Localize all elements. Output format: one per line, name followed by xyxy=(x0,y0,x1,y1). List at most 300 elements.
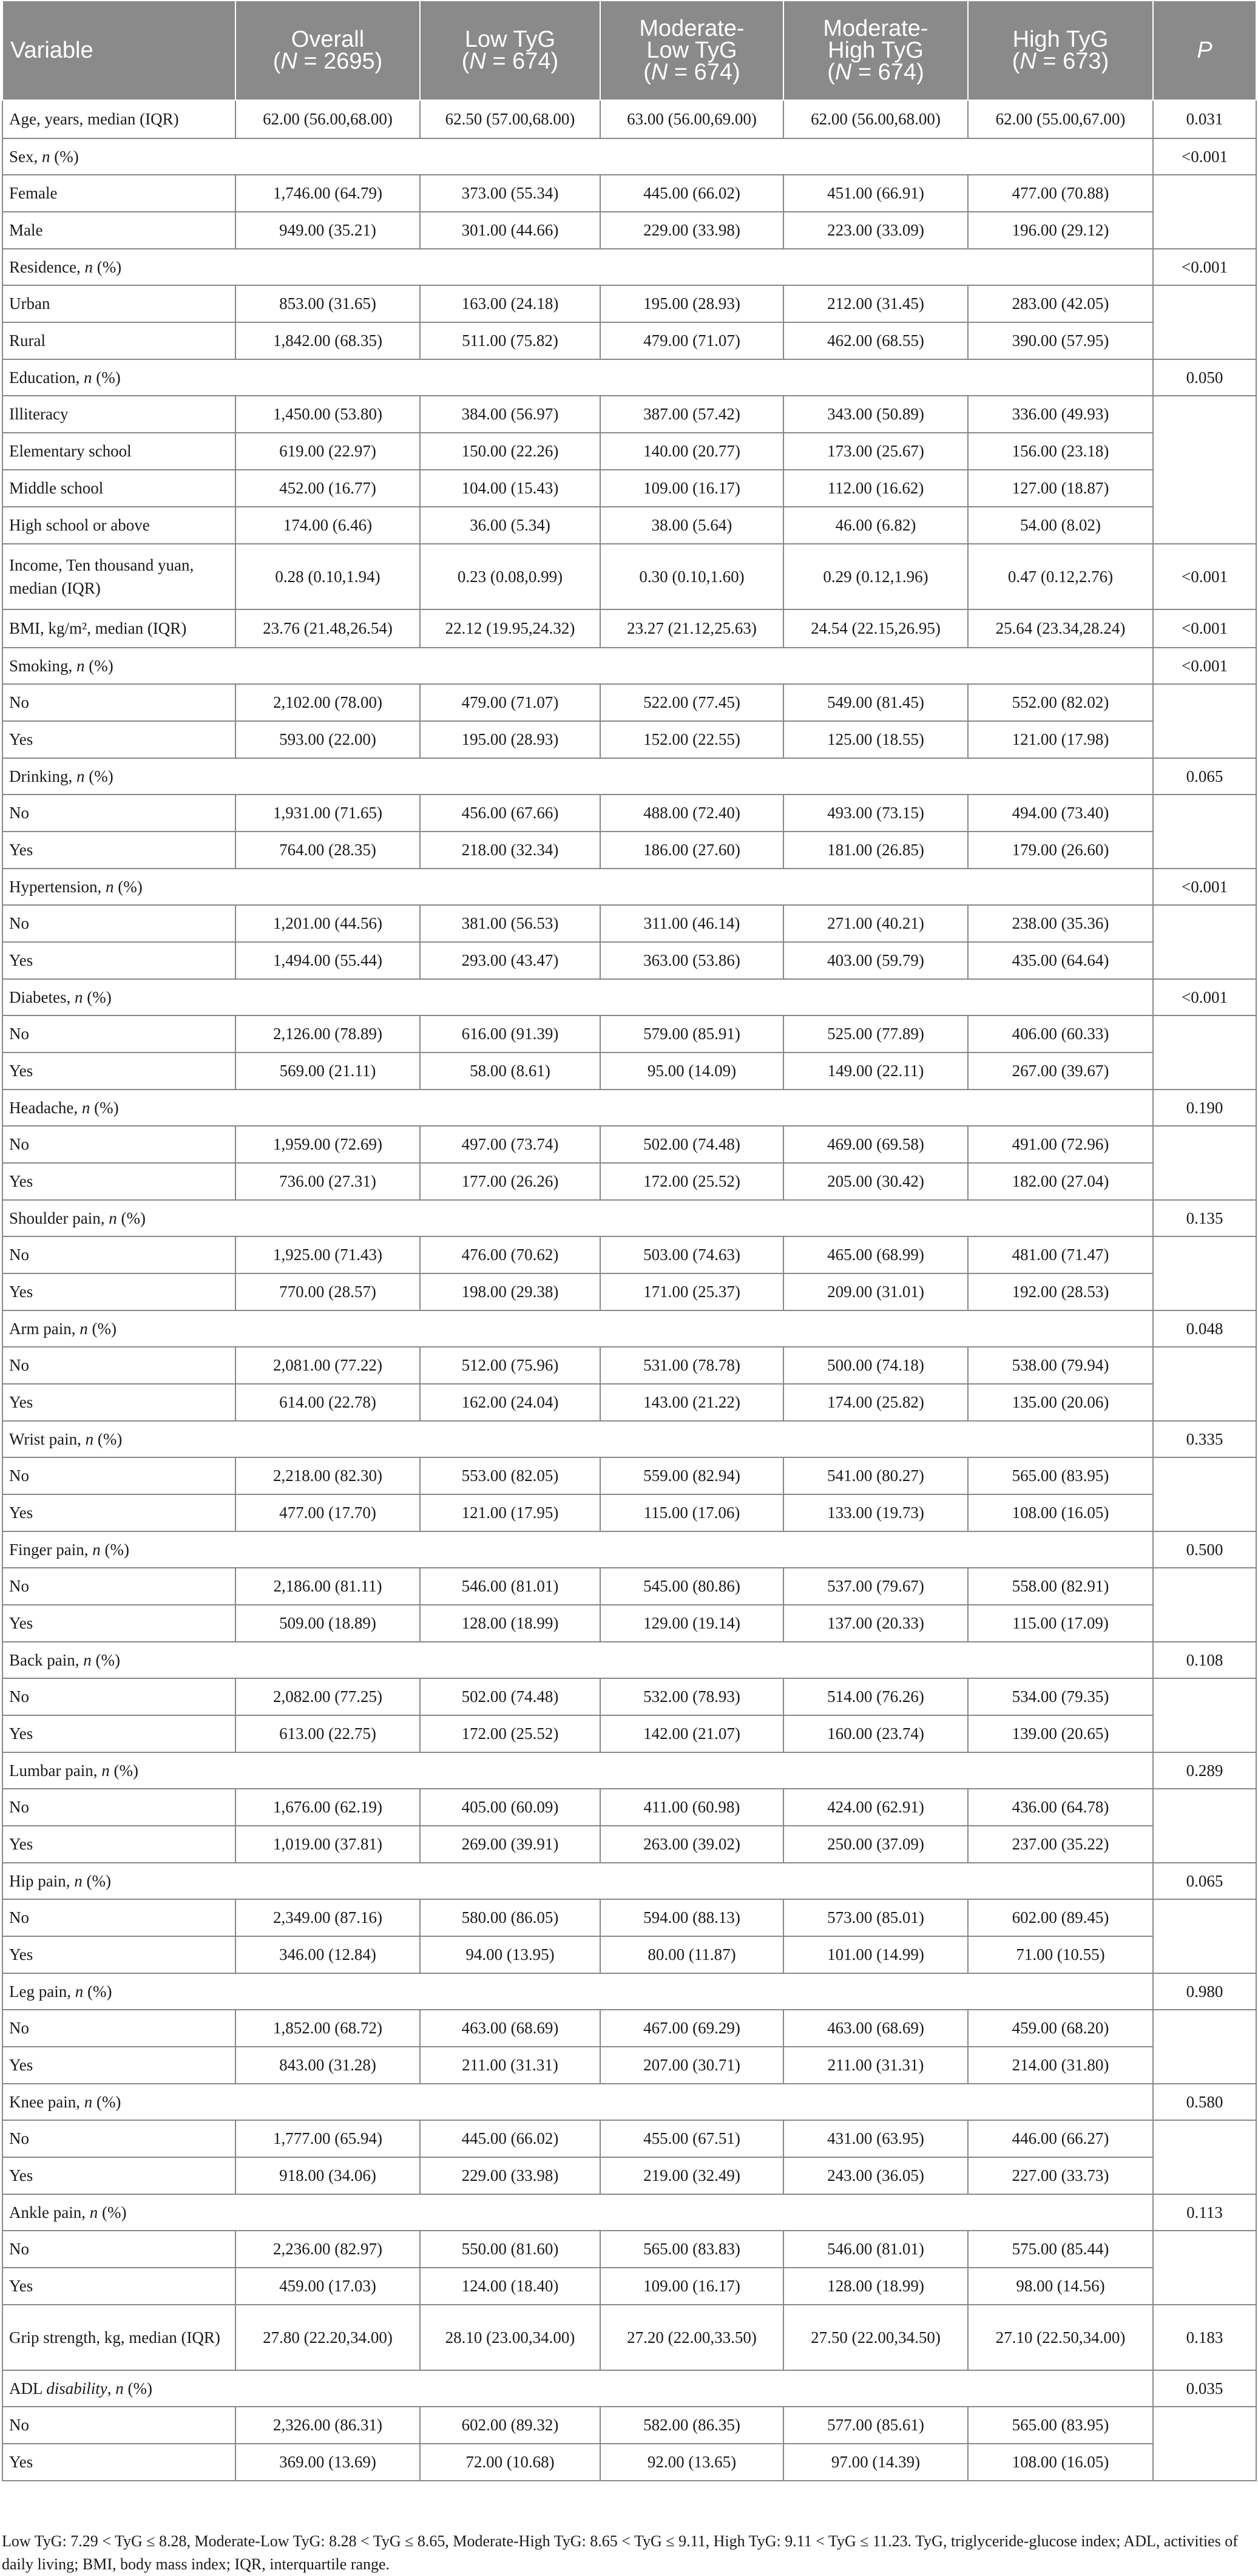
table-row xyxy=(2,285,1256,322)
value-cell: 125.00 (18.55) xyxy=(783,721,968,758)
p-value-cell: 0.183 xyxy=(1153,2305,1256,2370)
table-row xyxy=(2,2157,1256,2194)
value-cell: 46.00 (6.82) xyxy=(783,507,968,544)
value-cell: 62.50 (57.00,68.00) xyxy=(420,100,600,138)
row-label: Yes xyxy=(2,2444,235,2481)
table-footnote: Low TyG: 7.29 < TyG ≤ 8.28, Moderate-Low TyG: 8.28 < TyG ≤ 8.65, Moderate-High TyG: 8.65 < TyG ≤ 9.11, High TyG: 9.11 < TyG ≤ 11.23. TyG, triglyceride-glucose index; ADL, activities of daily living; BMI, body mass index; IQR, interquartile range. xyxy=(2,2532,1238,2573)
value-cell: 436.00 (64.78) xyxy=(968,1789,1153,1826)
value-cell: 211.00 (31.31) xyxy=(420,2047,600,2084)
value-cell: 411.00 (60.98) xyxy=(600,1789,783,1826)
value-cell: 142.00 (21.07) xyxy=(600,1715,783,1752)
value-cell: 214.00 (31.80) xyxy=(968,2047,1153,2084)
value-cell: 63.00 (56.00,69.00) xyxy=(600,100,783,138)
header-overall-name: Overall xyxy=(291,27,365,52)
p-value-cell: <0.001 xyxy=(1153,138,1256,175)
p-value-cell: <0.001 xyxy=(1153,544,1256,609)
value-cell: 463.00 (68.69) xyxy=(420,2010,600,2047)
group-label: Smoking, n (%) xyxy=(2,648,1153,684)
group-label: Leg pain, n (%) xyxy=(2,1973,1153,2010)
group-header-row xyxy=(2,869,1256,905)
row-label: Yes xyxy=(2,1936,235,1973)
empty-p-cell xyxy=(1153,2407,1256,2481)
value-cell: 2,186.00 (81.11) xyxy=(235,1568,420,1605)
value-cell: 172.00 (25.52) xyxy=(420,1715,600,1752)
row-label: Female xyxy=(2,175,235,212)
empty-p-cell xyxy=(1153,1457,1256,1531)
group-header-row xyxy=(2,1531,1256,1568)
group-header-row xyxy=(2,359,1256,396)
table-row xyxy=(2,1715,1256,1752)
value-cell: 98.00 (14.56) xyxy=(968,2268,1153,2305)
value-cell: 509.00 (18.89) xyxy=(235,1605,420,1642)
empty-p-cell xyxy=(1153,285,1256,359)
group-label: Arm pain, n (%) xyxy=(2,1310,1153,1347)
value-cell: 58.00 (8.61) xyxy=(420,1052,600,1090)
value-cell: 128.00 (18.99) xyxy=(783,2268,968,2305)
empty-p-cell xyxy=(1153,795,1256,869)
value-cell: 770.00 (28.57) xyxy=(235,1273,420,1310)
value-cell: 271.00 (40.21) xyxy=(783,905,968,942)
value-cell: 500.00 (74.18) xyxy=(783,1347,968,1384)
value-cell: 195.00 (28.93) xyxy=(420,721,600,758)
p-value-cell: 0.065 xyxy=(1153,758,1256,795)
group-label: Education, n (%) xyxy=(2,359,1153,396)
value-cell: 173.00 (25.67) xyxy=(783,433,968,470)
value-cell: 177.00 (26.26) xyxy=(420,1163,600,1200)
header-overall-n: (N = 2695) xyxy=(272,49,383,74)
group-label: Headache, n (%) xyxy=(2,1090,1153,1126)
value-cell: 72.00 (10.68) xyxy=(420,2444,600,2481)
value-cell: 0.28 (0.10,1.94) xyxy=(235,544,420,609)
table-row xyxy=(2,2268,1256,2305)
row-label: Elementary school xyxy=(2,433,235,470)
value-cell: 269.00 (39.91) xyxy=(420,1826,600,1863)
value-cell: 209.00 (31.01) xyxy=(783,1273,968,1310)
value-cell: 502.00 (74.48) xyxy=(420,1678,600,1715)
value-cell: 435.00 (64.64) xyxy=(968,942,1153,979)
value-cell: 163.00 (24.18) xyxy=(420,285,600,322)
value-cell: 179.00 (26.60) xyxy=(968,832,1153,869)
value-cell: 127.00 (18.87) xyxy=(968,470,1153,507)
value-cell: 162.00 (24.04) xyxy=(420,1384,600,1421)
table-row xyxy=(2,684,1256,721)
row-label: Rural xyxy=(2,322,235,359)
group-header-row xyxy=(2,1863,1256,1899)
group-label: Hypertension, n (%) xyxy=(2,869,1153,905)
value-cell: 62.00 (56.00,68.00) xyxy=(235,100,420,138)
value-cell: 532.00 (78.93) xyxy=(600,1678,783,1715)
empty-p-cell xyxy=(1153,175,1256,249)
table-row xyxy=(2,1052,1256,1090)
p-value-cell: 0.108 xyxy=(1153,1642,1256,1678)
empty-p-cell xyxy=(1153,1789,1256,1863)
header-p-value: P xyxy=(1153,1,1256,100)
value-cell: 243.00 (36.05) xyxy=(783,2157,968,2194)
value-cell: 219.00 (32.49) xyxy=(600,2157,783,2194)
table-row xyxy=(2,1347,1256,1384)
row-label: No xyxy=(2,2010,235,2047)
value-cell: 152.00 (22.55) xyxy=(600,721,783,758)
value-cell: 186.00 (27.60) xyxy=(600,832,783,869)
value-cell: 373.00 (55.34) xyxy=(420,175,600,212)
value-cell: 149.00 (22.11) xyxy=(783,1052,968,1090)
table-row xyxy=(2,905,1256,942)
row-label: Yes xyxy=(2,1826,235,1863)
value-cell: 451.00 (66.91) xyxy=(783,175,968,212)
value-cell: 459.00 (17.03) xyxy=(235,2268,420,2305)
value-cell: 62.00 (56.00,68.00) xyxy=(783,100,968,138)
row-label: No xyxy=(2,1678,235,1715)
row-label: No xyxy=(2,1236,235,1273)
value-cell: 488.00 (72.40) xyxy=(600,795,783,832)
header-moderate-low-tyg-n: (N = 674) xyxy=(643,59,740,85)
value-cell: 497.00 (73.74) xyxy=(420,1126,600,1163)
value-cell: 455.00 (67.51) xyxy=(600,2120,783,2157)
table-row xyxy=(2,433,1256,470)
value-cell: 346.00 (12.84) xyxy=(235,1936,420,1973)
value-cell: 579.00 (85.91) xyxy=(600,1015,783,1052)
table-row xyxy=(2,470,1256,507)
value-cell: 108.00 (16.05) xyxy=(968,2444,1153,2481)
value-cell: 128.00 (18.99) xyxy=(420,1605,600,1642)
value-cell: 140.00 (20.77) xyxy=(600,433,783,470)
group-label: Drinking, n (%) xyxy=(2,758,1153,795)
table-row xyxy=(2,1605,1256,1642)
value-cell: 541.00 (80.27) xyxy=(783,1457,968,1494)
value-cell: 121.00 (17.98) xyxy=(968,721,1153,758)
row-label: No xyxy=(2,1457,235,1494)
value-cell: 545.00 (80.86) xyxy=(600,1568,783,1605)
p-value-cell: 0.190 xyxy=(1153,1090,1256,1126)
table-row xyxy=(2,100,1256,138)
value-cell: 369.00 (13.69) xyxy=(235,2444,420,2481)
row-label: Yes xyxy=(2,1605,235,1642)
table-row xyxy=(2,212,1256,249)
value-cell: 577.00 (85.61) xyxy=(783,2407,968,2444)
value-cell: 537.00 (79.67) xyxy=(783,1568,968,1605)
value-cell: 1,676.00 (62.19) xyxy=(235,1789,420,1826)
group-label: Knee pain, n (%) xyxy=(2,2084,1153,2120)
value-cell: 174.00 (25.82) xyxy=(783,1384,968,1421)
value-cell: 479.00 (71.07) xyxy=(420,684,600,721)
value-cell: 196.00 (29.12) xyxy=(968,212,1153,249)
table-row xyxy=(2,396,1256,433)
value-cell: 2,349.00 (87.16) xyxy=(235,1899,420,1936)
table-row xyxy=(2,2120,1256,2157)
value-cell: 736.00 (27.31) xyxy=(235,1163,420,1200)
p-value-cell: <0.001 xyxy=(1153,869,1256,905)
value-cell: 24.54 (22.15,26.95) xyxy=(783,609,968,648)
table-row xyxy=(2,795,1256,832)
value-cell: 431.00 (63.95) xyxy=(783,2120,968,2157)
value-cell: 1,450.00 (53.80) xyxy=(235,396,420,433)
row-label: Yes xyxy=(2,2268,235,2305)
p-value-cell: 0.580 xyxy=(1153,2084,1256,2120)
row-label: Yes xyxy=(2,1273,235,1310)
value-cell: 28.10 (23.00,34.00) xyxy=(420,2305,600,2370)
table-row xyxy=(2,609,1256,648)
row-label: Yes xyxy=(2,832,235,869)
value-cell: 446.00 (66.27) xyxy=(968,2120,1153,2157)
row-label: Yes xyxy=(2,1494,235,1531)
value-cell: 565.00 (83.83) xyxy=(600,2231,783,2268)
table-row xyxy=(2,1826,1256,1863)
value-cell: 1,842.00 (68.35) xyxy=(235,322,420,359)
value-cell: 616.00 (91.39) xyxy=(420,1015,600,1052)
p-value-cell: 0.065 xyxy=(1153,1863,1256,1899)
value-cell: 390.00 (57.95) xyxy=(968,322,1153,359)
value-cell: 493.00 (73.15) xyxy=(783,795,968,832)
value-cell: 23.27 (21.12,25.63) xyxy=(600,609,783,648)
value-cell: 22.12 (19.95,24.32) xyxy=(420,609,600,648)
value-cell: 559.00 (82.94) xyxy=(600,1457,783,1494)
value-cell: 229.00 (33.98) xyxy=(600,212,783,249)
value-cell: 403.00 (59.79) xyxy=(783,942,968,979)
row-label: Grip strength, kg, median (IQR) xyxy=(2,2305,235,2370)
value-cell: 1,777.00 (65.94) xyxy=(235,2120,420,2157)
value-cell: 115.00 (17.09) xyxy=(968,1605,1153,1642)
row-label: No xyxy=(2,1899,235,1936)
p-value-cell: 0.500 xyxy=(1153,1531,1256,1568)
value-cell: 211.00 (31.31) xyxy=(783,2047,968,2084)
table-row xyxy=(2,1163,1256,1200)
empty-p-cell xyxy=(1153,396,1256,544)
empty-p-cell xyxy=(1153,1678,1256,1752)
value-cell: 558.00 (82.91) xyxy=(968,1568,1153,1605)
value-cell: 463.00 (68.69) xyxy=(783,2010,968,2047)
value-cell: 569.00 (21.11) xyxy=(235,1052,420,1090)
empty-p-cell xyxy=(1153,1347,1256,1421)
value-cell: 27.10 (22.50,34.00) xyxy=(968,2305,1153,2370)
table-row xyxy=(2,2444,1256,2481)
row-label: No xyxy=(2,684,235,721)
value-cell: 0.30 (0.10,1.60) xyxy=(600,544,783,609)
value-cell: 384.00 (56.97) xyxy=(420,396,600,433)
group-label: Shoulder pain, n (%) xyxy=(2,1200,1153,1236)
value-cell: 108.00 (16.05) xyxy=(968,1494,1153,1531)
value-cell: 94.00 (13.95) xyxy=(420,1936,600,1973)
value-cell: 80.00 (11.87) xyxy=(600,1936,783,1973)
value-cell: 283.00 (42.05) xyxy=(968,285,1153,322)
value-cell: 405.00 (60.09) xyxy=(420,1789,600,1826)
group-header-row xyxy=(2,138,1256,175)
value-cell: 573.00 (85.01) xyxy=(783,1899,968,1936)
empty-p-cell xyxy=(1153,1015,1256,1090)
value-cell: 311.00 (46.14) xyxy=(600,905,783,942)
value-cell: 550.00 (81.60) xyxy=(420,2231,600,2268)
characteristics-table xyxy=(2,0,1257,2481)
value-cell: 135.00 (20.06) xyxy=(968,1384,1153,1421)
value-cell: 97.00 (14.39) xyxy=(783,2444,968,2481)
row-label: Illiteracy xyxy=(2,396,235,433)
value-cell: 552.00 (82.02) xyxy=(968,684,1153,721)
value-cell: 462.00 (68.55) xyxy=(783,322,968,359)
value-cell: 2,126.00 (78.89) xyxy=(235,1015,420,1052)
value-cell: 2,236.00 (82.97) xyxy=(235,2231,420,2268)
group-header-row xyxy=(2,2194,1256,2231)
value-cell: 503.00 (74.63) xyxy=(600,1236,783,1273)
row-label: Yes xyxy=(2,942,235,979)
value-cell: 238.00 (35.36) xyxy=(968,905,1153,942)
group-header-row xyxy=(2,1200,1256,1236)
header-row xyxy=(2,1,1256,100)
p-value-cell: 0.048 xyxy=(1153,1310,1256,1347)
header-variable: Variable xyxy=(2,1,235,100)
value-cell: 602.00 (89.32) xyxy=(420,2407,600,2444)
p-value-cell: 0.031 xyxy=(1153,100,1256,138)
p-value-cell: 0.980 xyxy=(1153,1973,1256,2010)
value-cell: 619.00 (22.97) xyxy=(235,433,420,470)
row-label: Male xyxy=(2,212,235,249)
table-row xyxy=(2,1494,1256,1531)
value-cell: 477.00 (70.88) xyxy=(968,175,1153,212)
value-cell: 301.00 (44.66) xyxy=(420,212,600,249)
value-cell: 546.00 (81.01) xyxy=(420,1568,600,1605)
value-cell: 853.00 (31.65) xyxy=(235,285,420,322)
row-label: BMI, kg/m², median (IQR) xyxy=(2,609,235,648)
value-cell: 109.00 (16.17) xyxy=(600,470,783,507)
group-header-row xyxy=(2,1642,1256,1678)
header-high-tyg xyxy=(968,1,1153,100)
value-cell: 575.00 (85.44) xyxy=(968,2231,1153,2268)
row-label: Yes xyxy=(2,1715,235,1752)
value-cell: 456.00 (67.66) xyxy=(420,795,600,832)
value-cell: 207.00 (30.71) xyxy=(600,2047,783,2084)
value-cell: 459.00 (68.20) xyxy=(968,2010,1153,2047)
value-cell: 491.00 (72.96) xyxy=(968,1126,1153,1163)
header-high-tyg-name: High TyG xyxy=(1012,27,1109,52)
value-cell: 1,746.00 (64.79) xyxy=(235,175,420,212)
table-row xyxy=(2,322,1256,359)
p-value-cell: 0.050 xyxy=(1153,359,1256,396)
table-row xyxy=(2,1678,1256,1715)
row-label: Urban xyxy=(2,285,235,322)
value-cell: 538.00 (79.94) xyxy=(968,1347,1153,1384)
value-cell: 2,102.00 (78.00) xyxy=(235,684,420,721)
value-cell: 198.00 (29.38) xyxy=(420,1273,600,1310)
value-cell: 27.20 (22.00,33.50) xyxy=(600,2305,783,2370)
row-label: Yes xyxy=(2,2047,235,2084)
value-cell: 143.00 (21.22) xyxy=(600,1384,783,1421)
row-label: No xyxy=(2,2120,235,2157)
value-cell: 477.00 (17.70) xyxy=(235,1494,420,1531)
row-label: Income, Ten thousand yuan, median (IQR) xyxy=(2,544,235,609)
group-label: Ankle pain, n (%) xyxy=(2,2194,1153,2231)
value-cell: 62.00 (55.00,67.00) xyxy=(968,100,1153,138)
value-cell: 36.00 (5.34) xyxy=(420,507,600,544)
empty-p-cell xyxy=(1153,2231,1256,2305)
value-cell: 336.00 (49.93) xyxy=(968,396,1153,433)
value-cell: 92.00 (13.65) xyxy=(600,2444,783,2481)
group-label: Hip pain, n (%) xyxy=(2,1863,1153,1899)
value-cell: 195.00 (28.93) xyxy=(600,285,783,322)
table-row xyxy=(2,2305,1256,2370)
group-label: Finger pain, n (%) xyxy=(2,1531,1153,1568)
header-moderate-low-tyg xyxy=(600,1,783,100)
value-cell: 594.00 (88.13) xyxy=(600,1899,783,1936)
value-cell: 2,218.00 (82.30) xyxy=(235,1457,420,1494)
value-cell: 343.00 (50.89) xyxy=(783,396,968,433)
value-cell: 512.00 (75.96) xyxy=(420,1347,600,1384)
table-row xyxy=(2,2407,1256,2444)
group-header-row xyxy=(2,1973,1256,2010)
table-row xyxy=(2,1899,1256,1936)
group-label: Back pain, n (%) xyxy=(2,1642,1153,1678)
value-cell: 263.00 (39.02) xyxy=(600,1826,783,1863)
value-cell: 511.00 (75.82) xyxy=(420,322,600,359)
table-row xyxy=(2,2010,1256,2047)
table-row xyxy=(2,832,1256,869)
value-cell: 156.00 (23.18) xyxy=(968,433,1153,470)
value-cell: 115.00 (17.06) xyxy=(600,1494,783,1531)
value-cell: 104.00 (15.43) xyxy=(420,470,600,507)
value-cell: 565.00 (83.95) xyxy=(968,1457,1153,1494)
empty-p-cell xyxy=(1153,1568,1256,1642)
value-cell: 525.00 (77.89) xyxy=(783,1015,968,1052)
value-cell: 1,019.00 (37.81) xyxy=(235,1826,420,1863)
value-cell: 1,494.00 (55.44) xyxy=(235,942,420,979)
value-cell: 229.00 (33.98) xyxy=(420,2157,600,2194)
value-cell: 223.00 (33.09) xyxy=(783,212,968,249)
header-low-tyg-n: (N = 674) xyxy=(461,49,559,74)
value-cell: 150.00 (22.26) xyxy=(420,433,600,470)
value-cell: 918.00 (34.06) xyxy=(235,2157,420,2194)
value-cell: 387.00 (57.42) xyxy=(600,396,783,433)
header-moderate-high-tyg-name: Moderate- High TyG xyxy=(823,16,928,63)
value-cell: 250.00 (37.09) xyxy=(783,1826,968,1863)
group-header-row xyxy=(2,648,1256,684)
value-cell: 0.47 (0.12,2.76) xyxy=(968,544,1153,609)
value-cell: 1,201.00 (44.56) xyxy=(235,905,420,942)
row-label: No xyxy=(2,1126,235,1163)
table-row xyxy=(2,1457,1256,1494)
value-cell: 218.00 (32.34) xyxy=(420,832,600,869)
header-high-tyg-n: (N = 673) xyxy=(1012,49,1109,74)
table-row xyxy=(2,1236,1256,1273)
value-cell: 494.00 (73.40) xyxy=(968,795,1153,832)
table-row xyxy=(2,544,1256,609)
row-label: Middle school xyxy=(2,470,235,507)
value-cell: 2,081.00 (77.22) xyxy=(235,1347,420,1384)
group-header-row xyxy=(2,758,1256,795)
p-value-cell: <0.001 xyxy=(1153,979,1256,1015)
value-cell: 124.00 (18.40) xyxy=(420,2268,600,2305)
empty-p-cell xyxy=(1153,905,1256,979)
p-value-cell: 0.289 xyxy=(1153,1752,1256,1789)
value-cell: 445.00 (66.02) xyxy=(420,2120,600,2157)
value-cell: 237.00 (35.22) xyxy=(968,1826,1153,1863)
value-cell: 137.00 (20.33) xyxy=(783,1605,968,1642)
value-cell: 467.00 (69.29) xyxy=(600,2010,783,2047)
table-row xyxy=(2,2231,1256,2268)
value-cell: 580.00 (86.05) xyxy=(420,1899,600,1936)
value-cell: 949.00 (35.21) xyxy=(235,212,420,249)
table-row xyxy=(2,1015,1256,1052)
empty-p-cell xyxy=(1153,2120,1256,2194)
value-cell: 1,852.00 (68.72) xyxy=(235,2010,420,2047)
value-cell: 212.00 (31.45) xyxy=(783,285,968,322)
value-cell: 522.00 (77.45) xyxy=(600,684,783,721)
value-cell: 531.00 (78.78) xyxy=(600,1347,783,1384)
p-value-cell: 0.135 xyxy=(1153,1200,1256,1236)
value-cell: 182.00 (27.04) xyxy=(968,1163,1153,1200)
group-header-row xyxy=(2,249,1256,285)
header-low-tyg xyxy=(420,1,600,100)
value-cell: 133.00 (19.73) xyxy=(783,1494,968,1531)
table-row xyxy=(2,2047,1256,2084)
group-header-row xyxy=(2,1310,1256,1347)
value-cell: 502.00 (74.48) xyxy=(600,1126,783,1163)
